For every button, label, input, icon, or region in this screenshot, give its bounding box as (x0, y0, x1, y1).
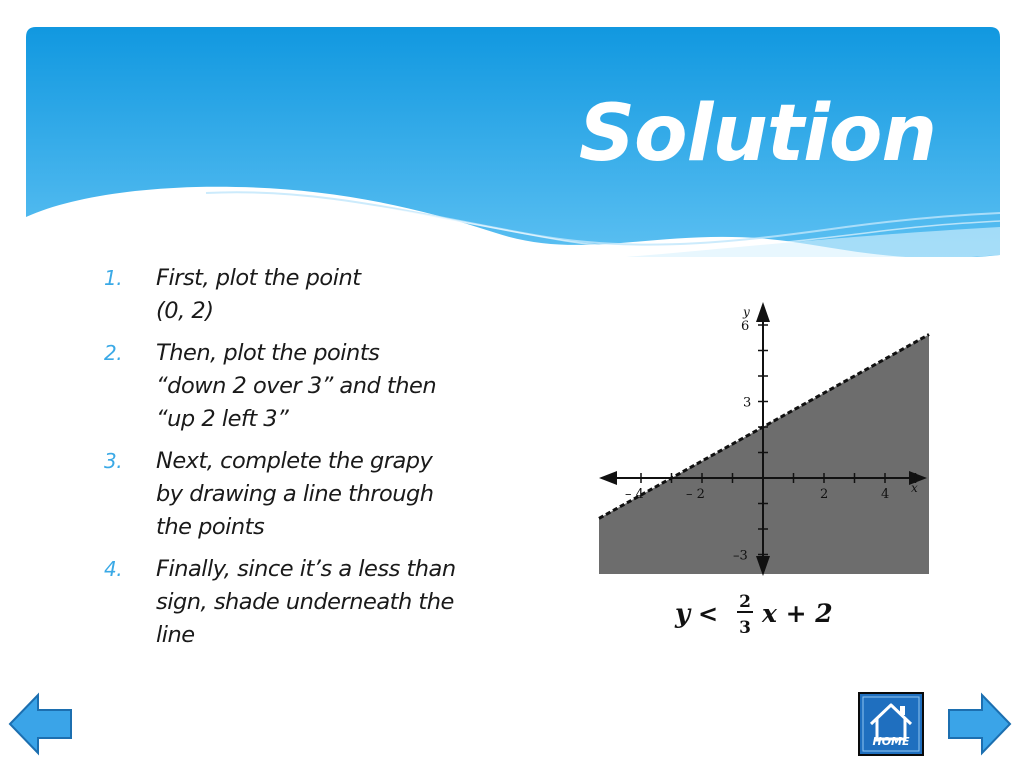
step-item (104, 337, 524, 436)
y-axis-label: y (743, 305, 750, 319)
step-item (104, 262, 524, 328)
step-item (104, 553, 524, 652)
formula-denominator: 3 (739, 618, 751, 638)
tick-label-x-2: 2 (820, 487, 829, 502)
step-line: Finally, since it’s a less than (156, 556, 456, 582)
tick-label-x-neg2: – 2 (686, 487, 705, 502)
step-number: 2. (104, 341, 123, 365)
home-label: HOME (872, 735, 910, 748)
home-button[interactable] (858, 692, 924, 756)
step-line: “up 2 left 3” (156, 406, 289, 432)
header-banner (26, 27, 1000, 257)
step-line: line (156, 622, 195, 648)
tick-label-y-neg3: –3 (733, 548, 748, 564)
step-number: 3. (104, 449, 123, 473)
step-line: (0, 2) (156, 298, 214, 324)
step-line: by drawing a line through (156, 481, 434, 507)
step-number: 4. (104, 557, 123, 581)
step-line: Next, complete the grapy (156, 448, 433, 474)
step-line: Then, plot the points (156, 340, 380, 366)
formula-operator: < (698, 599, 719, 628)
formula-lhs: y (675, 599, 691, 629)
tick-label-y-3: 3 (743, 395, 752, 411)
step-number: 1. (104, 266, 123, 290)
tick-label-x-neg4: – 4 (625, 487, 644, 502)
step-line: “down 2 over 3” and then (156, 373, 437, 399)
tick-label-x-4: 4 (881, 487, 890, 502)
formula-numerator: 2 (739, 592, 751, 612)
formula-rhs: x + 2 (762, 599, 833, 628)
step-line: the points (156, 514, 265, 540)
inequality-graph (595, 296, 935, 646)
y-axis-arrow-up-icon (756, 302, 770, 322)
step-line: sign, shade underneath the (156, 589, 454, 615)
next-arrow-icon[interactable] (946, 692, 1012, 756)
inequality-formula (674, 592, 833, 638)
x-axis-arrow-left-icon (599, 471, 617, 485)
previous-arrow-icon[interactable] (8, 692, 74, 756)
step-item (104, 445, 524, 544)
solution-steps (104, 262, 524, 661)
step-line: First, plot the point (156, 265, 361, 291)
slide-title: Solution (578, 89, 936, 179)
x-axis-label: x (911, 481, 918, 495)
tick-label-y-6: 6 (741, 319, 750, 334)
